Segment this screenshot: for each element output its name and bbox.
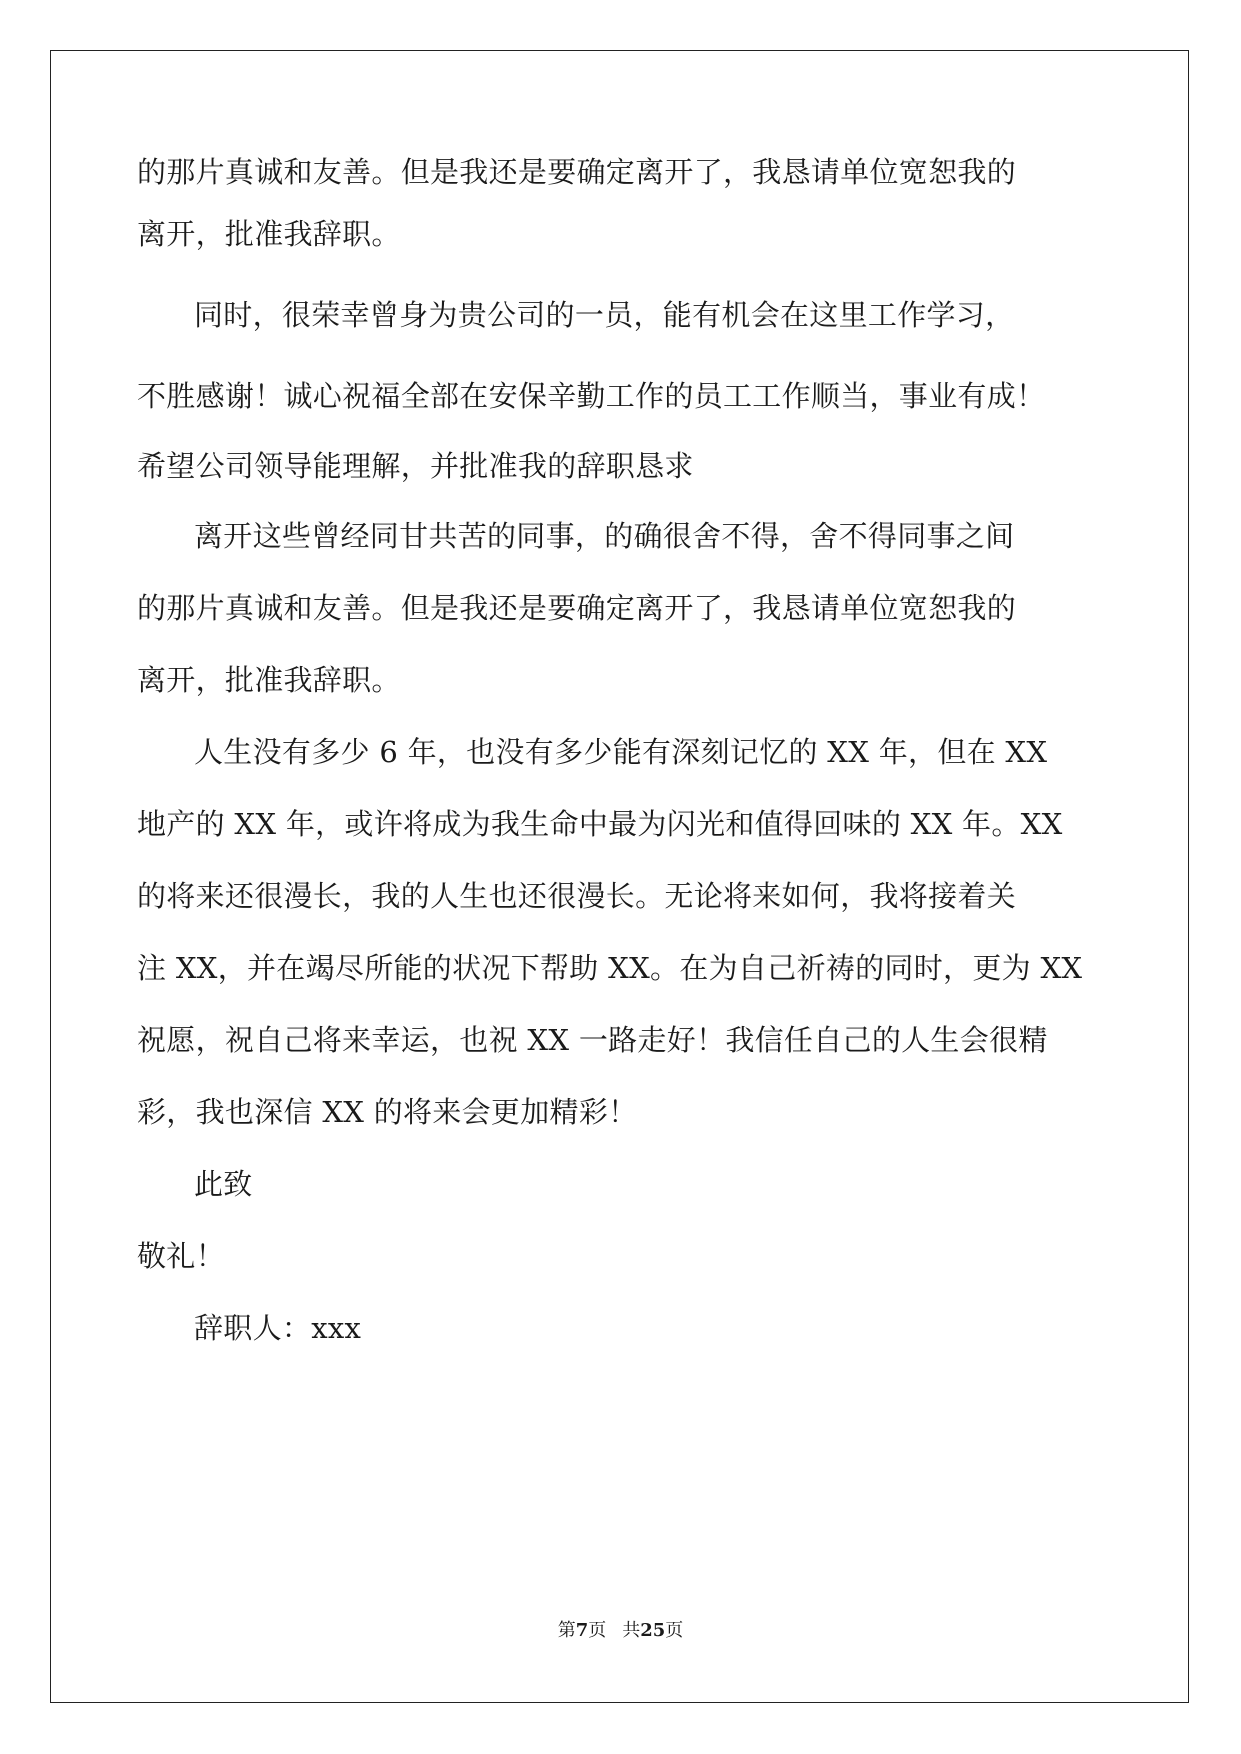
- text-line: 离开，批准我辞职。: [137, 663, 401, 697]
- text-line: 离开，批准我辞职。: [137, 217, 401, 251]
- text-line: 的将来还很漫长，我的人生也还很漫长。无论将来如何，我将接着关: [137, 879, 1017, 913]
- total-pages: 25: [640, 1620, 666, 1641]
- closing-regards: 敬礼！: [137, 1239, 225, 1273]
- text-line: 的那片真诚和友善。但是我还是要确定离开了，我恳请单位宽恕我的: [137, 591, 1017, 625]
- paragraph-start: 同时，很荣幸曾身为贵公司的一员，能有机会在这里工作学习，: [194, 298, 1015, 332]
- footer-page-suffix: 页: [588, 1620, 607, 1641]
- text-line: 祝愿，祝自己将来幸运，也祝 XX 一路走好！我信任自己的人生会很精: [137, 1023, 1048, 1057]
- footer-prefix: 第: [557, 1620, 576, 1641]
- closing-salutation: 此致: [194, 1167, 253, 1201]
- page-number: 7: [575, 1620, 589, 1641]
- text-line: 注 XX，并在竭尽所能的状况下帮助 XX。在为自己祈祷的同时，更为 XX: [137, 951, 1083, 985]
- paragraph-start: 人生没有多少 6 年，也没有多少能有深刻记忆的 XX 年，但在 XX: [194, 735, 1048, 769]
- footer-total-suffix: 页: [665, 1620, 684, 1641]
- text-line: 不胜感谢！诚心祝福全部在安保辛勤工作的员工工作顺当，事业有成！: [137, 379, 1046, 413]
- paragraph-start: 离开这些曾经同甘共苦的同事，的确很舍不得，舍不得同事之间: [194, 519, 1015, 553]
- text-line: 的那片真诚和友善。但是我还是要确定离开了，我恳请单位宽恕我的: [137, 155, 1017, 189]
- signature-line: 辞职人：xxx: [194, 1311, 362, 1345]
- text-line: 希望公司领导能理解，并批准我的辞职恳求: [137, 449, 694, 483]
- text-line: 彩，我也深信 XX 的将来会更加精彩！: [137, 1095, 638, 1129]
- text-line: 地产的 XX 年，或许将成为我生命中最为闪光和值得回味的 XX 年。XX: [137, 807, 1063, 841]
- footer-total-prefix: 共: [622, 1620, 641, 1641]
- page-footer: [0, 1620, 1241, 1642]
